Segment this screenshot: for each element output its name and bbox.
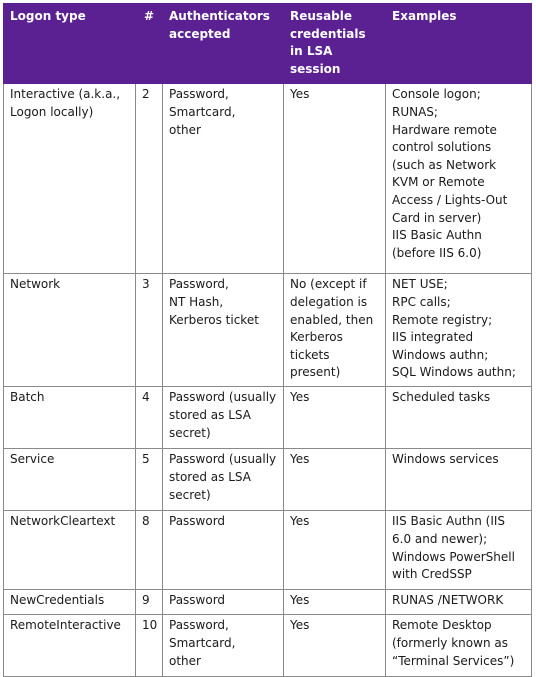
- cell-logon-type: RemoteInteractive: [4, 615, 136, 677]
- table-row: [4, 387, 532, 449]
- cell-number: 9: [136, 590, 163, 615]
- header-authenticators: Authenticators accepted: [163, 4, 284, 84]
- cell-examples: Scheduled tasks: [386, 387, 532, 449]
- cell-reusable: Yes: [284, 590, 386, 615]
- logon-types-table: [3, 3, 532, 677]
- header-reusable-credentials: Reusable credentials in LSA session: [284, 4, 386, 84]
- cell-number: 10: [136, 615, 163, 677]
- table-row: [4, 274, 532, 387]
- cell-number: 8: [136, 511, 163, 590]
- cell-logon-type: NetworkCleartext: [4, 511, 136, 590]
- cell-logon-type: Network: [4, 274, 136, 387]
- cell-reusable: Yes: [284, 387, 386, 449]
- table-row: [4, 590, 532, 615]
- header-row: [4, 4, 532, 84]
- table-row: [4, 449, 532, 511]
- cell-logon-type: Batch: [4, 387, 136, 449]
- cell-number: 3: [136, 274, 163, 387]
- cell-examples: Remote Desktop (formerly known as “Terminal Services”): [386, 615, 532, 677]
- cell-authenticators: Password: [163, 590, 284, 615]
- cell-number: 5: [136, 449, 163, 511]
- header-examples: Examples: [386, 4, 532, 84]
- cell-authenticators: Password (usually stored as LSA secret): [163, 449, 284, 511]
- cell-authenticators: Password, Smartcard, other: [163, 615, 284, 677]
- table-header: [4, 4, 532, 84]
- cell-logon-type: Interactive (a.k.a., Logon locally): [4, 84, 136, 274]
- cell-authenticators: Password, NT Hash, Kerberos ticket: [163, 274, 284, 387]
- table-row: [4, 84, 532, 274]
- table-row: [4, 615, 532, 677]
- header-number: #: [136, 4, 163, 84]
- cell-examples: IIS Basic Authn (IIS 6.0 and newer); Windows PowerShell with CredSSP: [386, 511, 532, 590]
- header-logon-type: Logon type: [4, 4, 136, 84]
- cell-examples: Windows services: [386, 449, 532, 511]
- cell-authenticators: Password (usually stored as LSA secret): [163, 387, 284, 449]
- cell-examples: Console logon; RUNAS; Hardware remote control solutions (such as Network KVM or Remote Access / Lights-Out Card in server) IIS Basic Authn (before IIS 6.0): [386, 84, 532, 274]
- cell-logon-type: Service: [4, 449, 136, 511]
- table-row: [4, 511, 532, 590]
- cell-reusable: Yes: [284, 84, 386, 274]
- cell-examples: RUNAS /NETWORK: [386, 590, 532, 615]
- cell-reusable: Yes: [284, 511, 386, 590]
- table-body: [4, 84, 532, 677]
- cell-logon-type: NewCredentials: [4, 590, 136, 615]
- cell-examples: NET USE; RPC calls; Remote registry; IIS integrated Windows authn; SQL Windows authn;: [386, 274, 532, 387]
- cell-number: 4: [136, 387, 163, 449]
- cell-reusable: No (except if delegation is enabled, then Kerberos tickets present): [284, 274, 386, 387]
- cell-authenticators: Password: [163, 511, 284, 590]
- cell-reusable: Yes: [284, 449, 386, 511]
- cell-number: 2: [136, 84, 163, 274]
- cell-authenticators: Password, Smartcard, other: [163, 84, 284, 274]
- cell-reusable: Yes: [284, 615, 386, 677]
